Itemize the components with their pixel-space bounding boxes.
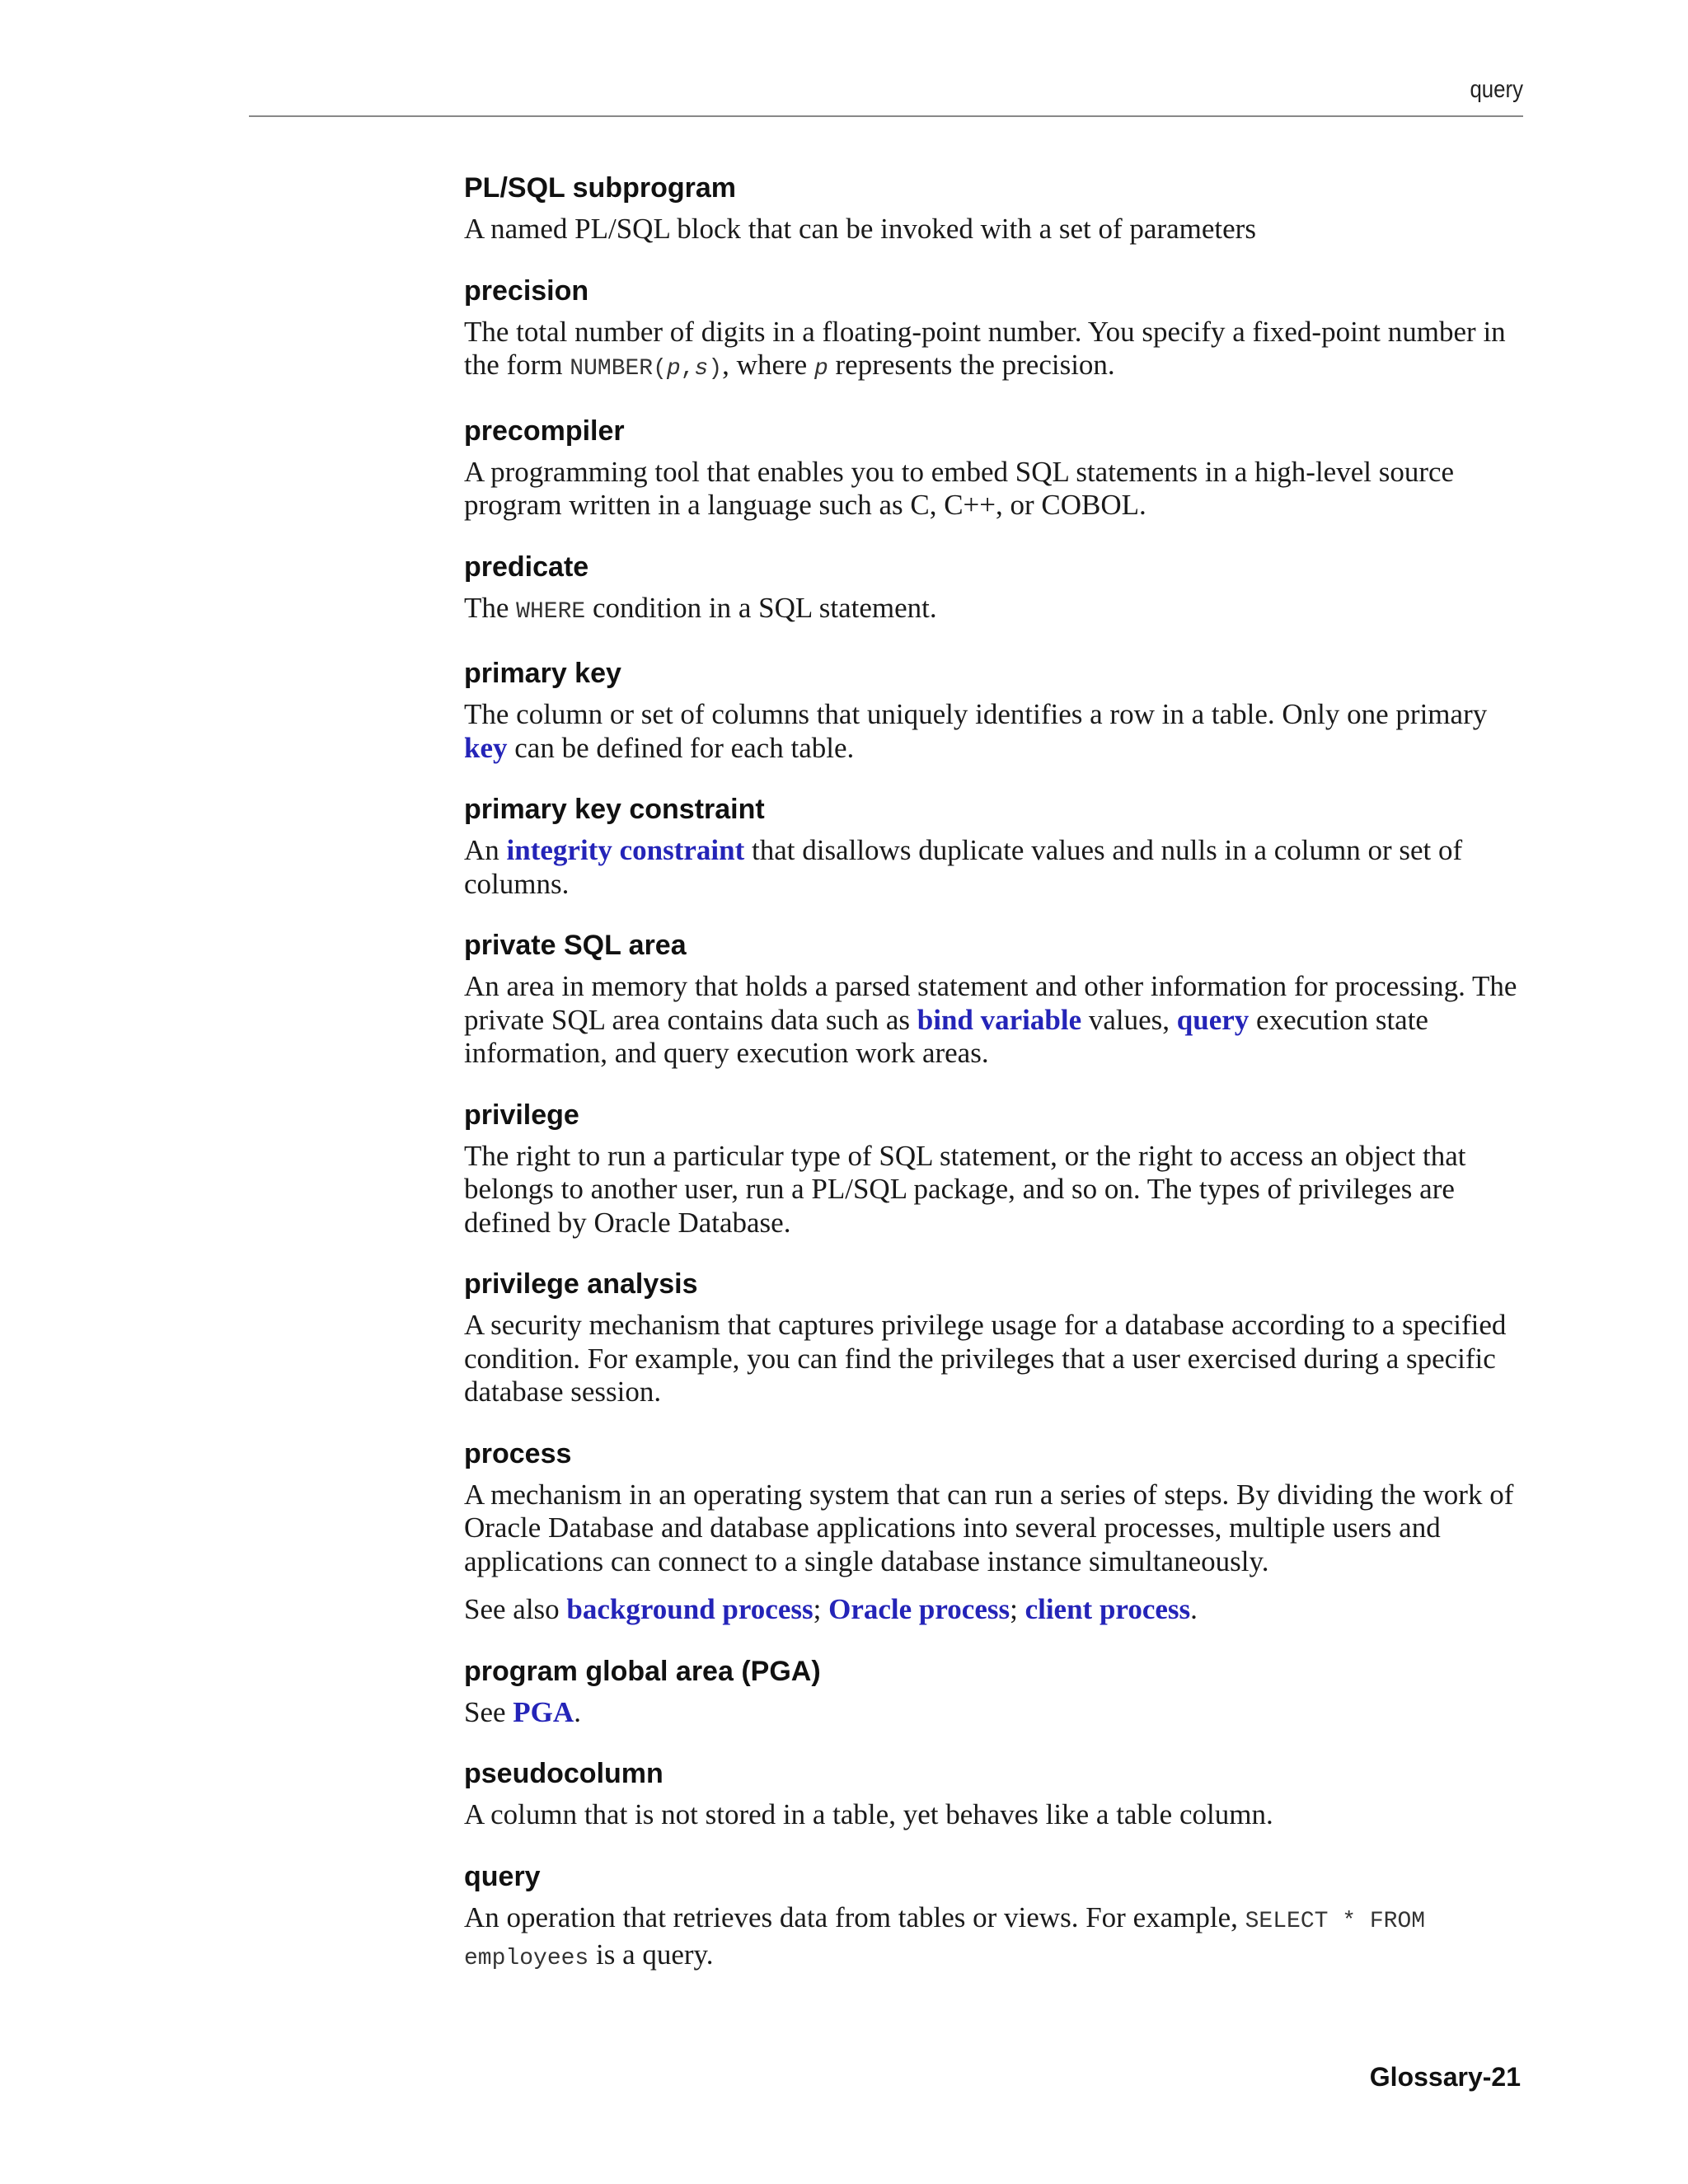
- definition-text: , where: [722, 349, 814, 381]
- definition-text: An: [464, 834, 507, 866]
- separator: ;: [1010, 1593, 1025, 1625]
- link-background-process[interactable]: background process: [566, 1593, 814, 1625]
- see-prefix: See: [464, 1695, 513, 1728]
- glossary-term: program global area (PGA): [464, 1655, 821, 1687]
- glossary-definition: [464, 970, 1527, 1071]
- glossary-entry-pseudocolumn: [464, 1757, 1527, 1832]
- see-also: [464, 1593, 1527, 1627]
- glossary-entry-primary-key-constraint: [464, 793, 1527, 901]
- glossary-definition: A mechanism in an operating system that can run a series of steps. By dividing the work of Oracle Database and database applications into several processes, multiple users and applications can connect to a single database instance simultaneously.: [464, 1478, 1514, 1577]
- glossary-entry-privilege-analysis: [464, 1268, 1527, 1409]
- glossary-definition: A security mechanism that captures privilege usage for a database according to a specified condition. For example, you can find the privileges that a user exercised during a specific database session.: [464, 1309, 1507, 1408]
- code-where: WHERE: [516, 598, 586, 625]
- code-param-s: s: [694, 356, 709, 382]
- glossary-definition: [464, 592, 1527, 630]
- glossary-content: [464, 171, 1527, 2004]
- glossary-entry-privilege: [464, 1099, 1527, 1240]
- code-number: [570, 356, 722, 382]
- glossary-definition: A programming tool that enables you to embed SQL statements in a high-level source program written in a language such as C, C++, or COBOL.: [464, 455, 1455, 521]
- see-also-prefix: See also: [464, 1593, 567, 1625]
- separator: ;: [813, 1593, 829, 1625]
- definition-text: can be defined for each table.: [507, 731, 855, 764]
- code-text: NUMBER(: [570, 356, 667, 382]
- glossary-term: process: [464, 1437, 572, 1469]
- page-number: Glossary-21: [1369, 2062, 1521, 2092]
- glossary-entry-process: [464, 1437, 1527, 1627]
- code-select: SELECT * FROM employees: [464, 1908, 1426, 1971]
- glossary-term: privilege analysis: [464, 1268, 698, 1300]
- glossary-entry-query: [464, 1860, 1527, 1976]
- glossary-definition: [464, 834, 1527, 901]
- glossary-term: PL/SQL subprogram: [464, 172, 736, 204]
- definition-text: An area in memory that holds a parsed statement and other information for processing. The private SQL area contains data such as: [464, 970, 1517, 1036]
- glossary-entry-precompiler: [464, 415, 1527, 523]
- glossary-term: precompiler: [464, 415, 625, 447]
- code-text: ,: [680, 356, 695, 382]
- definition-text: is a query.: [588, 1938, 714, 1971]
- definition-text: represents the precision.: [828, 349, 1115, 381]
- header-rule: [249, 115, 1523, 117]
- link-pga[interactable]: PGA: [513, 1695, 574, 1728]
- code-text: ): [708, 356, 723, 382]
- glossary-term: predicate: [464, 551, 589, 583]
- glossary-definition: The right to run a particular type of SQL statement, or the right to access an object that belongs to another user, run a PL/SQL package, and so on. The types of privileges are defined by Oracle Database.: [464, 1139, 1466, 1239]
- running-head: query: [1470, 76, 1523, 103]
- definition-text: execution state information, and query execution work areas.: [464, 1003, 1428, 1069]
- definition-text: The column or set of columns that uniquely identifies a row in a table. Only one primary: [464, 698, 1488, 730]
- glossary-definition: [464, 1901, 1527, 1976]
- definition-text: The: [464, 591, 517, 624]
- definition-text: values,: [1081, 1003, 1177, 1036]
- link-key[interactable]: key: [464, 731, 508, 764]
- glossary-definition: [464, 1696, 1527, 1730]
- glossary-entry-pga: [464, 1655, 1527, 1730]
- glossary-entry-predicate: [464, 551, 1527, 630]
- glossary-entry-primary-key: [464, 657, 1527, 765]
- glossary-entry-private-sql-area: [464, 929, 1527, 1071]
- glossary-entry-precision: [464, 274, 1527, 387]
- glossary-definition: [464, 698, 1527, 765]
- glossary-definition: A named PL/SQL block that can be invoked with a set of parameters: [464, 213, 1256, 245]
- link-client-process[interactable]: client process: [1025, 1593, 1191, 1625]
- glossary-entry-plsql-subprogram: [464, 171, 1527, 246]
- link-integrity-constraint[interactable]: integrity constraint: [506, 834, 745, 866]
- glossary-term: private SQL area: [464, 930, 687, 961]
- glossary-definition: [464, 316, 1527, 387]
- link-query[interactable]: query: [1176, 1003, 1250, 1036]
- definition-text: An operation that retrieves data from tables or views. For example,: [464, 1900, 1245, 1933]
- definition-text: The total number of digits in a floating-point number. You specify a fixed-point number in the form: [464, 315, 1506, 381]
- glossary-term: pseudocolumn: [464, 1758, 663, 1789]
- code-variable-p: p: [814, 356, 828, 382]
- glossary-term: privilege: [464, 1099, 579, 1131]
- glossary-term: primary key constraint: [464, 794, 765, 825]
- definition-text: condition in a SQL statement.: [585, 591, 937, 624]
- link-bind-variable[interactable]: bind variable: [917, 1003, 1082, 1036]
- definition-text: that disallows duplicate values and nulls in a column or set of columns.: [464, 834, 1463, 900]
- period: .: [1190, 1593, 1198, 1625]
- period: .: [574, 1695, 581, 1728]
- code-param-p: p: [666, 356, 681, 382]
- glossary-term: query: [464, 1860, 541, 1892]
- glossary-definition: A column that is not stored in a table, yet behaves like a table column.: [464, 1798, 1273, 1830]
- glossary-term: precision: [464, 274, 589, 307]
- glossary-term: primary key: [464, 658, 621, 689]
- link-oracle-process[interactable]: Oracle process: [828, 1593, 1010, 1625]
